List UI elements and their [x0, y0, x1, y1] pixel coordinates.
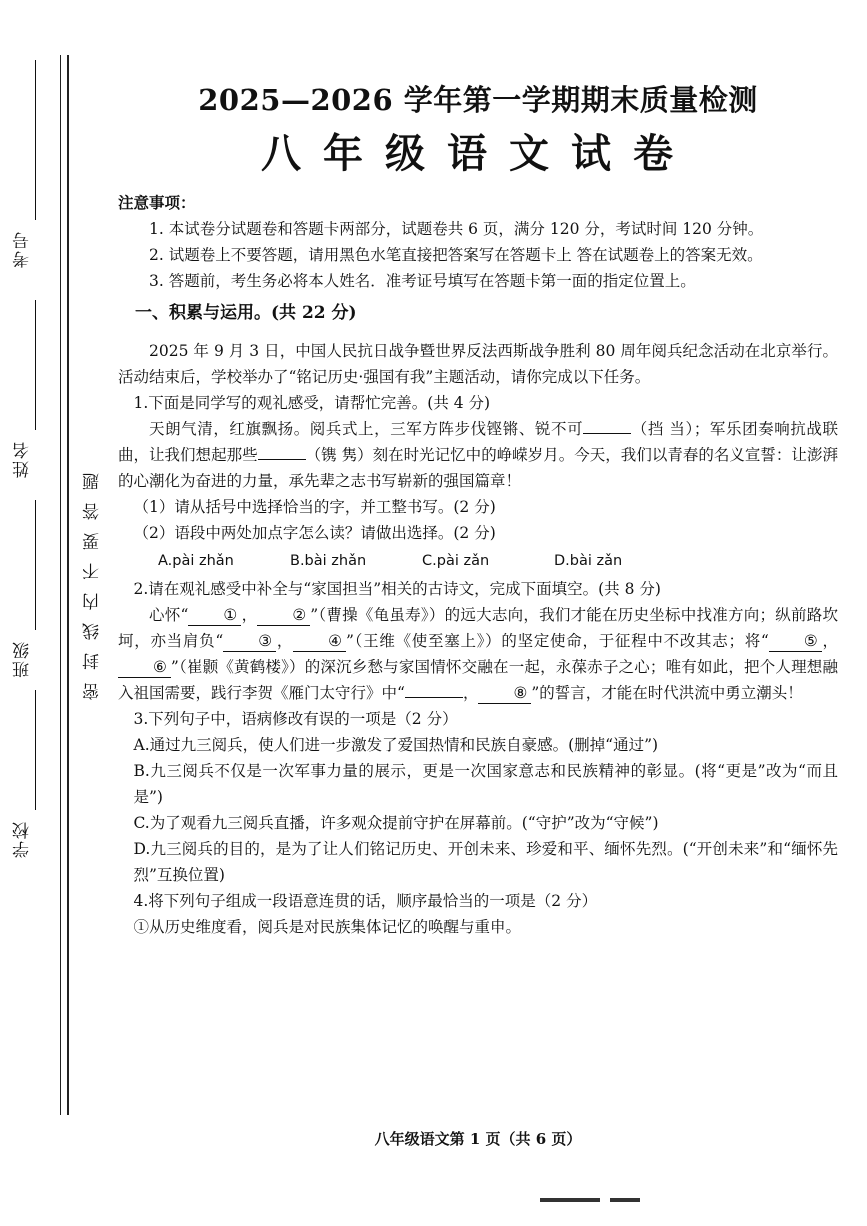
binding-line — [60, 55, 61, 1115]
question-1-passage: 天朗气清，红旗飘扬。阅兵式上，三军方阵步伐铿锵、锐不可 （挡 当）；军乐团奏响抗战联曲，让我们想起那些 （镌 隽）刻在时光记忆中的峥嵘岁月。今天，我们以青春的名义宣誓：让澎湃的心潮化为奋进的力量，承先辈之志书写崭新的强国篇章！ — [118, 420, 838, 490]
exam-number-label: 考号 — [13, 230, 33, 268]
fill-blank-5[interactable]: ⑤ — [769, 631, 822, 652]
question-3-stem: 3.下列句子中，语病修改有误的一项是（2 分） — [133, 710, 458, 728]
exam-subject-title: 八年级语文试卷 — [261, 130, 695, 177]
question-3-option-a[interactable]: A.通过九三阅兵，使人们进一步激发了爱国热情和民族自豪感。(删掉“通过”) — [133, 736, 659, 754]
class-label: 班级 — [13, 640, 33, 678]
section-intro: 2025 年 9 月 3 日，中国人民抗日战争暨世界反法西斯战争胜利 80 周年阅兵纪念活动在北京举行。活动结束后，学校举办了“铭记历史·强国有我”主题活动，请你完成以下任务。 — [118, 342, 838, 386]
name-blank — [35, 300, 36, 430]
question-1-sub-2: （2）语段中两处加点字怎么读？请做出选择。(2 分) — [133, 524, 496, 542]
binding-line — [67, 55, 69, 1115]
binding-margin — [0, 0, 118, 1226]
answer-blank[interactable] — [583, 433, 631, 434]
fill-blank-7[interactable] — [405, 697, 463, 698]
option-a[interactable]: A.pài zhǎn — [158, 553, 234, 569]
notice-item: 3. 答题前，考生务必将本人姓名．准考证号填写在答题卡第一面的指定位置上。 — [149, 272, 696, 290]
exam-content — [118, 80, 838, 940]
section-title: 一、积累与运用。(共 22 分) — [135, 303, 357, 323]
answer-blank[interactable] — [258, 459, 306, 460]
fill-blank-6[interactable]: ⑥ — [118, 657, 171, 678]
option-c[interactable]: C.pài zǎn — [422, 553, 490, 569]
fill-blank-4[interactable]: ④ — [293, 631, 346, 652]
option-d[interactable]: D.bài zǎn — [554, 553, 623, 569]
notice-item: 2. 试题卷上不要答题，请用黑色水笔直接把答案写在答题卡上 答在试题卷上的答案无效。 — [149, 246, 763, 264]
question-1-options — [118, 548, 838, 574]
question-2-stem: 2.请在观礼感受中补全与“家国担当”相关的古诗文，完成下面填空。(共 8 分) — [133, 580, 661, 598]
question-2-passage: 心怀“ ① ， ② ”（曹操《龟虽寿》）的远大志向，我们才能在历史坐标中找准方向；纵前路坎坷，亦当肩负“ ③ ， ④ ”（王维《使至塞上》）的坚定使命，于征程中不改其志；将“ ⑤ ，⑥ ”（崔颢《黄鹤楼》）的深沉乡愁与家国情怀交融在一起，永葆赤子之心；唯有如此，把个人理想融入祖国需要，践行李贺《雁门太守行》中“ ， ⑧ ”的誓言，才能在时代洪流中勇立潮头！ — [118, 606, 838, 702]
fill-blank-3[interactable]: ③ — [223, 631, 276, 652]
question-1-sub-1: （1）请从括号中选择恰当的字，并工整书写。(2 分) — [133, 498, 496, 516]
fill-blank-2[interactable]: ② — [257, 605, 310, 626]
class-blank — [35, 500, 36, 630]
name-label: 姓名 — [13, 440, 33, 478]
exam-title: 2025—2026 学年第一学期期末质量检测 — [198, 83, 758, 117]
seal-line-notice: 密封线内不要答题 — [83, 460, 103, 700]
notice-heading: 注意事项： — [118, 193, 196, 212]
scan-mark — [540, 1198, 600, 1202]
school-label: 学校 — [13, 820, 33, 858]
exam-number-blank — [35, 60, 36, 220]
school-blank — [35, 690, 36, 810]
question-1-stem: 1.下面是同学写的观礼感受，请帮忙完善。(共 4 分) — [133, 394, 491, 412]
scan-mark — [610, 1198, 640, 1202]
question-3-option-c[interactable]: C.为了观看九三阅兵直播，许多观众提前守护在屏幕前。(“守护”改为“守候”) — [133, 814, 659, 832]
fill-blank-8[interactable]: ⑧ — [478, 683, 531, 704]
question-3-option-d[interactable]: D.九三阅兵的目的，是为了让人们铭记历史、开创未来、珍爱和平、缅怀先烈。(“开创未来”和“缅怀先烈”互换位置) — [133, 840, 838, 884]
fill-blank-1[interactable]: ① — [188, 605, 241, 626]
page-footer: 八年级语文第 1 页（共 6 页） — [374, 1130, 582, 1148]
option-b[interactable]: B.bài zhǎn — [290, 553, 367, 569]
question-3-option-b[interactable]: B.九三阅兵不仅是一次军事力量的展示，更是一次国家意志和民族精神的彰显。(将“更是”改为“而且是”) — [133, 762, 838, 806]
notice-item: 1. 本试卷分试题卷和答题卡两部分，试题卷共 6 页，满分 120 分，考试时间 120 分钟。 — [149, 220, 764, 238]
question-4-stem: 4.将下列句子组成一段语意连贯的话，顺序最恰当的一项是（2 分） — [133, 892, 598, 910]
question-4-sentence-1: ①从历史维度看，阅兵是对民族集体记忆的唤醒与重申。 — [133, 918, 522, 936]
